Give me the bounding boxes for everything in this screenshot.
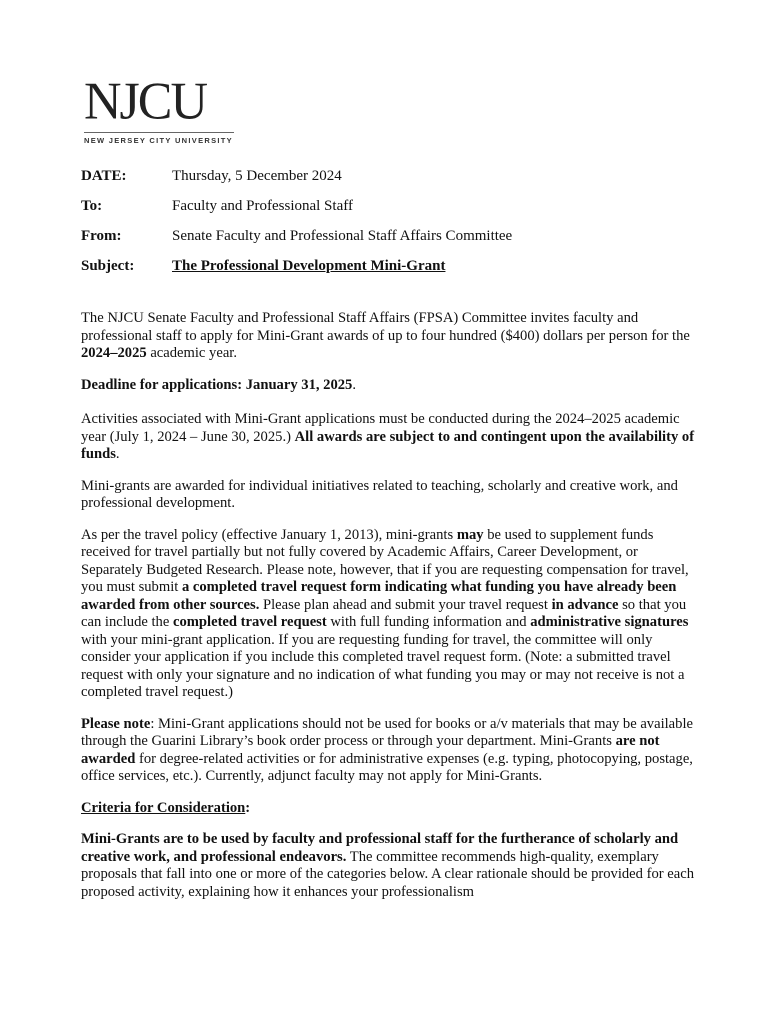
to-label: To:	[81, 198, 103, 214]
not-awarded: are not awarded	[81, 733, 660, 767]
please-note-paragraph	[81, 716, 695, 786]
deadline-paragraph	[81, 377, 695, 395]
travel-text-e: Please plan ahead and submit your travel request	[259, 596, 552, 613]
travel-completed-request: completed travel request	[172, 614, 327, 630]
travel-text-g: so that you can include the	[81, 596, 687, 630]
activities-paragraph	[81, 411, 695, 464]
deadline-period: .	[352, 376, 357, 393]
from-value: Senate Faculty and Professional Staff Affairs Committee	[172, 228, 513, 244]
subject-value: The Professional Development Mini-Grant	[172, 258, 446, 274]
criteria-title: Criteria for Consideration	[81, 799, 246, 816]
minigrants-paragraph: Mini-grants are awarded for individual initiatives related to teaching, scholarly and creative work, and professional development.	[81, 477, 678, 511]
memo-body	[81, 310, 695, 915]
date-label: DATE:	[81, 168, 127, 184]
funds-notice: All awards are subject to and contingent upon the availability of funds	[81, 428, 695, 462]
please-note-label: Please note	[81, 715, 151, 732]
date-value: Thursday, 5 December 2024	[172, 168, 342, 184]
intro-paragraph	[81, 310, 695, 363]
activities-period: .	[115, 446, 120, 462]
njcu-logo	[84, 72, 234, 145]
criteria-purpose: Mini-Grants are to be used by faculty and professional staff for the furtherance of scholarly and creative work, and professional endeavors.	[81, 831, 679, 865]
memo-from-row	[81, 226, 701, 256]
intro-text-end: academic year.	[146, 345, 238, 361]
travel-form-requirement: a completed travel request form indicating what funding you have already been awarded from other sources.	[81, 579, 677, 613]
to-value: Faculty and Professional Staff	[172, 198, 353, 214]
memo-date-row	[81, 166, 701, 196]
subject-label: Subject:	[81, 258, 135, 274]
academic-year: 2024–2025	[81, 345, 147, 361]
travel-text-i: with full funding information and	[326, 614, 531, 630]
criteria-paragraph	[81, 831, 695, 901]
memo-to-row	[81, 196, 701, 226]
travel-text-c: be used to supplement funds received for travel partially but not fully covered by Academic Affairs, Career Development, or Separately Budgeted Research. Please note, however, that if you are requesting compensation for travel, you must submit	[81, 526, 689, 595]
logo-subtitle: NEW JERSEY CITY UNIVERSITY	[84, 136, 233, 145]
memo-header	[81, 166, 701, 286]
criteria-text: The committee recommends high-quality, exemplary proposals that fall into one or more of the categories below. A clear rationale should be provided for each proposed activity, explaining how it enhances your professionalism	[81, 848, 695, 900]
please-note-text: : Mini-Grant applications should not be used for books or a/v materials that may be available through the Guarini Library’s book order process or through your department. Mini-Grants	[81, 715, 693, 749]
travel-may: may	[456, 526, 484, 543]
travel-text-a: As per the travel policy (effective January 1, 2013), mini-grants	[81, 526, 457, 543]
travel-policy-paragraph	[81, 527, 695, 702]
criteria-colon: :	[245, 799, 251, 816]
deadline-text: Deadline for applications: January 31, 2025	[81, 376, 353, 393]
activities-text: Activities associated with Mini-Grant applications must be conducted during the 2024–2025 academic year (July 1, 2024 – June 30, 2025.)	[81, 411, 680, 445]
logo-wordmark: NJCU	[84, 72, 207, 131]
intro-text: The NJCU Senate Faculty and Professional Staff Affairs (FPSA) Committee invites faculty and professional staff to apply for Mini-Grant awards of up to four hundred ($400) dollars per person for the	[81, 310, 690, 344]
travel-in-advance: in advance	[551, 596, 619, 613]
travel-admin-signatures: administrative signatures	[530, 614, 689, 630]
from-label: From:	[81, 228, 122, 244]
please-note-text-end: for degree-related activities or for administrative expenses (e.g. typing, photocopying, postage, office services, etc.). Currently, adjunct faculty may not apply for Mini-Grants.	[81, 750, 693, 784]
travel-text-k: with your mini-grant application. If you are requesting funding for travel, the committee will only consider your application if you include this completed travel request form. (Note: a submitted travel request with only your signature and no indication of what funding you may or may not receive is not a completed travel request.)	[81, 631, 685, 700]
criteria-heading	[81, 800, 695, 818]
logo-divider	[84, 132, 234, 133]
memo-subject-row	[81, 256, 701, 286]
